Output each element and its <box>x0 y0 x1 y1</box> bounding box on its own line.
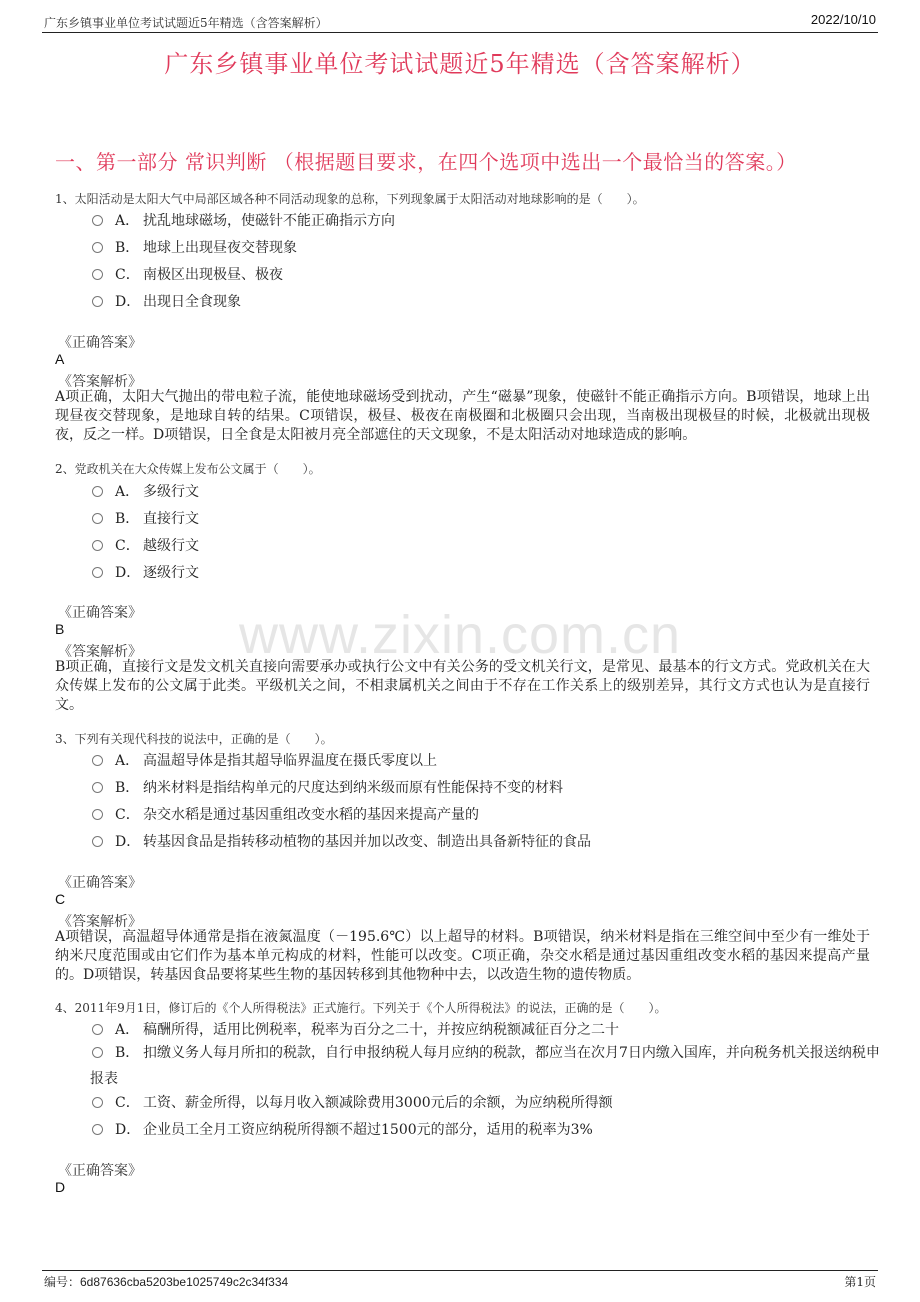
question-stem: 3、下列有关现代科技的说法中，正确的是（ ）。 <box>55 732 333 746</box>
analysis-text: A项正确，太阳大气抛出的带电粒子流，能使地球磁场受到扰动，产生“磁暴”现象，使磁针不能正确指示方向。B项错误，地球上出现昼夜交替现象，是地球自转的结果。C项错误，极昼、极夜在南极圈和北极圈只会出现，当南极出现极昼的时候，北极就出现极夜，反之一样。D项错误，日全食是太阳被月亮全部遮住的天文现象，不是太阳活动对地球造成的影响。 <box>55 389 870 443</box>
correct-answer-label: 《正确答案》 <box>58 875 142 891</box>
correct-answer: B <box>55 621 65 637</box>
option-c[interactable]: C． 南极区出现极昼、极夜 <box>90 264 880 284</box>
option-d[interactable]: D． 出现日全食现象 <box>90 291 880 311</box>
option-b[interactable]: B． 地球上出现昼夜交替现象 <box>90 237 880 257</box>
footer-doc-id: 编号：6d87636cba5203be1025749c2c34f334 <box>44 1275 289 1289</box>
watermark: www.zixin.com.cn <box>238 605 682 665</box>
radio-icon[interactable] <box>92 1124 103 1135</box>
analysis-label: 《答案解析》 <box>58 914 142 930</box>
radio-icon[interactable] <box>92 540 103 551</box>
question-stem: 2、党政机关在大众传媒上发布公文属于（ ）。 <box>55 462 321 476</box>
option-c[interactable]: C． 越级行文 <box>90 535 880 555</box>
correct-answer-label: 《正确答案》 <box>58 335 142 351</box>
correct-answer-label: 《正确答案》 <box>58 605 142 621</box>
radio-icon[interactable] <box>92 242 103 253</box>
option-a[interactable]: A． 高温超导体是指其超导临界温度在摄氏零度以上 <box>90 750 880 770</box>
option-b[interactable]: B． 直接行文 <box>90 508 880 528</box>
section-heading: 一、第一部分 常识判断 （根据题目要求，在四个选项中选出一个最恰当的答案。） <box>55 150 797 174</box>
radio-icon[interactable] <box>92 809 103 820</box>
option-b[interactable]: B． 扣缴义务人每月所扣的税款，自行申报纳税人每月应纳的税款，都应当在次月7日内缴入国库，并向税务机关报送纳税申报表 <box>90 1045 880 1087</box>
question-stem: 4、2011年9月1日，修订后的《个人所得税法》正式施行。下列关于《个人所得税法》的说法，正确的是（ ）。 <box>55 1001 667 1015</box>
radio-icon[interactable] <box>92 782 103 793</box>
correct-answer: D <box>55 1179 66 1195</box>
radio-icon[interactable] <box>92 755 103 766</box>
option-b[interactable]: B． 纳米材料是指结构单元的尺度达到纳米级而原有性能保持不变的材料 <box>90 777 880 797</box>
option-d[interactable]: D． 逐级行文 <box>90 562 880 582</box>
radio-icon[interactable] <box>92 1047 103 1058</box>
analysis-label: 《答案解析》 <box>58 374 142 390</box>
page-header <box>42 12 878 33</box>
radio-icon[interactable] <box>92 486 103 497</box>
header-doc-title: 广东乡镇事业单位考试试题近5年精选（含答案解析） <box>44 16 328 30</box>
radio-icon[interactable] <box>92 1097 103 1108</box>
radio-icon[interactable] <box>92 215 103 226</box>
radio-icon[interactable] <box>92 836 103 847</box>
option-a[interactable]: A． 扰乱地球磁场，使磁针不能正确指示方向 <box>90 210 880 230</box>
analysis-text: A项错误，高温超导体通常是指在液氮温度（－195.6℃）以上超导的材料。B项错误，纳米材料是指在三维空间中至少有一维处于纳米尺度范围或由它们作为基本单元构成的材料，性能可以改变。C项正确，杂交水稻是通过基因重组改变水稻的基因来提高产量的。D项错误，转基因食品要将某些生物的基因转移到其他物种中去，以改造生物的遗传物质。 <box>55 929 870 983</box>
question-stem: 1、太阳活动是太阳大气中局部区域各种不同活动现象的总称，下列现象属于太阳活动对地球影响的是（ ）。 <box>55 192 645 206</box>
option-a[interactable]: A． 稿酬所得，适用比例税率，税率为百分之二十，并按应纳税额减征百分之二十 <box>90 1019 880 1039</box>
radio-icon[interactable] <box>92 269 103 280</box>
page-title: 广东乡镇事业单位考试试题近5年精选（含答案解析） <box>164 50 756 78</box>
radio-icon[interactable] <box>92 513 103 524</box>
correct-answer: C <box>55 891 66 907</box>
radio-icon[interactable] <box>92 567 103 578</box>
analysis-text: B项正确，直接行文是发文机关直接向需要承办或执行公文中有关公务的受文机关行文，是常见、最基本的行文方式。党政机关在大众传媒上发布的公文属于此类。平级机关之间，不相隶属机关之间由于不存在工作关系上的级别差异，其行文方式也认为是直接行文。 <box>55 659 870 713</box>
option-c[interactable]: C． 杂交水稻是通过基因重组改变水稻的基因来提高产量的 <box>90 804 880 824</box>
correct-answer-label: 《正确答案》 <box>58 1163 142 1179</box>
header-date: 2022/10/10 <box>810 12 876 27</box>
option-d[interactable]: D． 企业员工全月工资应纳税所得额不超过1500元的部分，适用的税率为3% <box>90 1119 880 1139</box>
radio-icon[interactable] <box>92 1024 103 1035</box>
option-a[interactable]: A． 多级行文 <box>90 481 880 501</box>
correct-answer: A <box>55 351 65 367</box>
option-d[interactable]: D． 转基因食品是指转移动植物的基因并加以改变、制造出具备新特征的食品 <box>90 831 880 851</box>
radio-icon[interactable] <box>92 296 103 307</box>
analysis-label: 《答案解析》 <box>58 644 142 660</box>
page-footer <box>42 1270 878 1291</box>
footer-page-number: 第1页 <box>844 1275 876 1289</box>
option-c[interactable]: C． 工资、薪金所得，以每月收入额减除费用3000元后的余额，为应纳税所得额 <box>90 1092 880 1112</box>
